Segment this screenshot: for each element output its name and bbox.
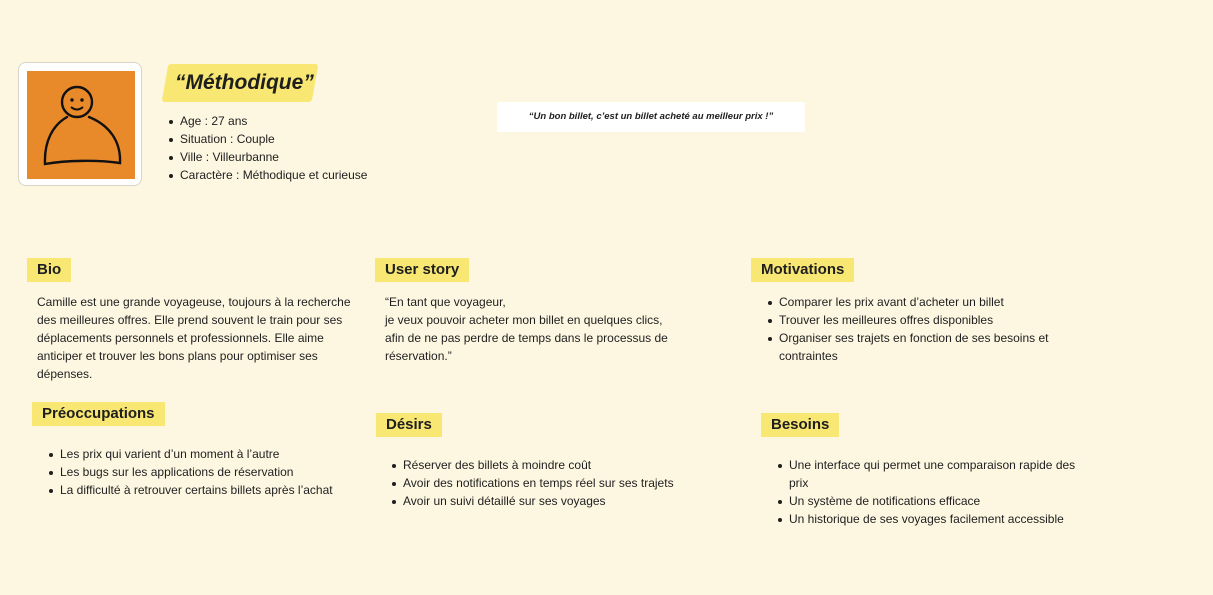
list-item: Avoir des notifications en temps réel sur ses trajets: [390, 474, 710, 492]
persona-title: [162, 64, 319, 102]
fact-age: Age : 27 ans: [167, 112, 367, 130]
fact-situation: Situation : Couple: [167, 130, 367, 148]
bio-heading: Bio: [27, 258, 71, 282]
list-item: Organiser ses trajets en fonction de ses besoins et contraintes: [766, 329, 1066, 365]
desirs-list: [390, 456, 710, 510]
avatar: [27, 71, 135, 179]
persona-facts: [167, 112, 367, 184]
bio-line: déplacements personnels et professionnels. Elle aime: [37, 331, 324, 345]
list-item: Un historique de ses voyages facilement accessible: [776, 510, 1096, 528]
preoccupations-heading: Préoccupations: [32, 402, 165, 426]
list-item: Un système de notifications efficace: [776, 492, 1096, 510]
persona-title-text: “Méthodique”: [175, 71, 314, 94]
list-item: La difficulté à retrouver certains billets après l’achat: [47, 481, 367, 499]
besoins-heading: Besoins: [761, 413, 839, 437]
list-item: Une interface qui permet une comparaison rapide des prix: [776, 456, 1096, 492]
fact-character: Caractère : Méthodique et curieuse: [167, 166, 367, 184]
list-item: Avoir un suivi détaillé sur ses voyages: [390, 492, 710, 510]
avatar-card: [18, 62, 142, 186]
list-item: Trouver les meilleures offres disponibles: [766, 311, 1066, 329]
bio-line: anticiper et trouver les bons plans pour optimiser ses: [37, 349, 318, 363]
list-item: Les bugs sur les applications de réservation: [47, 463, 367, 481]
user-story-line: je veux pouvoir acheter mon billet en quelques clics,: [385, 313, 663, 327]
fact-city: Ville : Villeurbanne: [167, 148, 367, 166]
motivations-list: [766, 293, 1066, 365]
preoccupations-list: [47, 445, 367, 499]
bio-text: [37, 293, 351, 383]
persona-quote: “Un bon billet, c’est un billet acheté au meilleur prix !”: [497, 102, 805, 132]
user-story-line: réservation.”: [385, 349, 452, 363]
motivations-heading: Motivations: [751, 258, 854, 282]
list-item: Les prix qui varient d’un moment à l’autre: [47, 445, 367, 463]
person-doodle-icon: [27, 71, 135, 179]
besoins-list: [776, 456, 1096, 528]
user-story-heading: User story: [375, 258, 469, 282]
user-story-line: “En tant que voyageur,: [385, 295, 506, 309]
user-story-line: afin de ne pas perdre de temps dans le processus de: [385, 331, 668, 345]
bio-line: des meilleures offres. Elle prend souvent le train pour ses: [37, 313, 343, 327]
list-item: Comparer les prix avant d’acheter un billet: [766, 293, 1066, 311]
list-item: Réserver des billets à moindre coût: [390, 456, 710, 474]
bio-line: dépenses.: [37, 367, 93, 381]
desirs-heading: Désirs: [376, 413, 442, 437]
user-story-text: [385, 293, 668, 365]
bio-line: Camille est une grande voyageuse, toujours à la recherche: [37, 295, 351, 309]
